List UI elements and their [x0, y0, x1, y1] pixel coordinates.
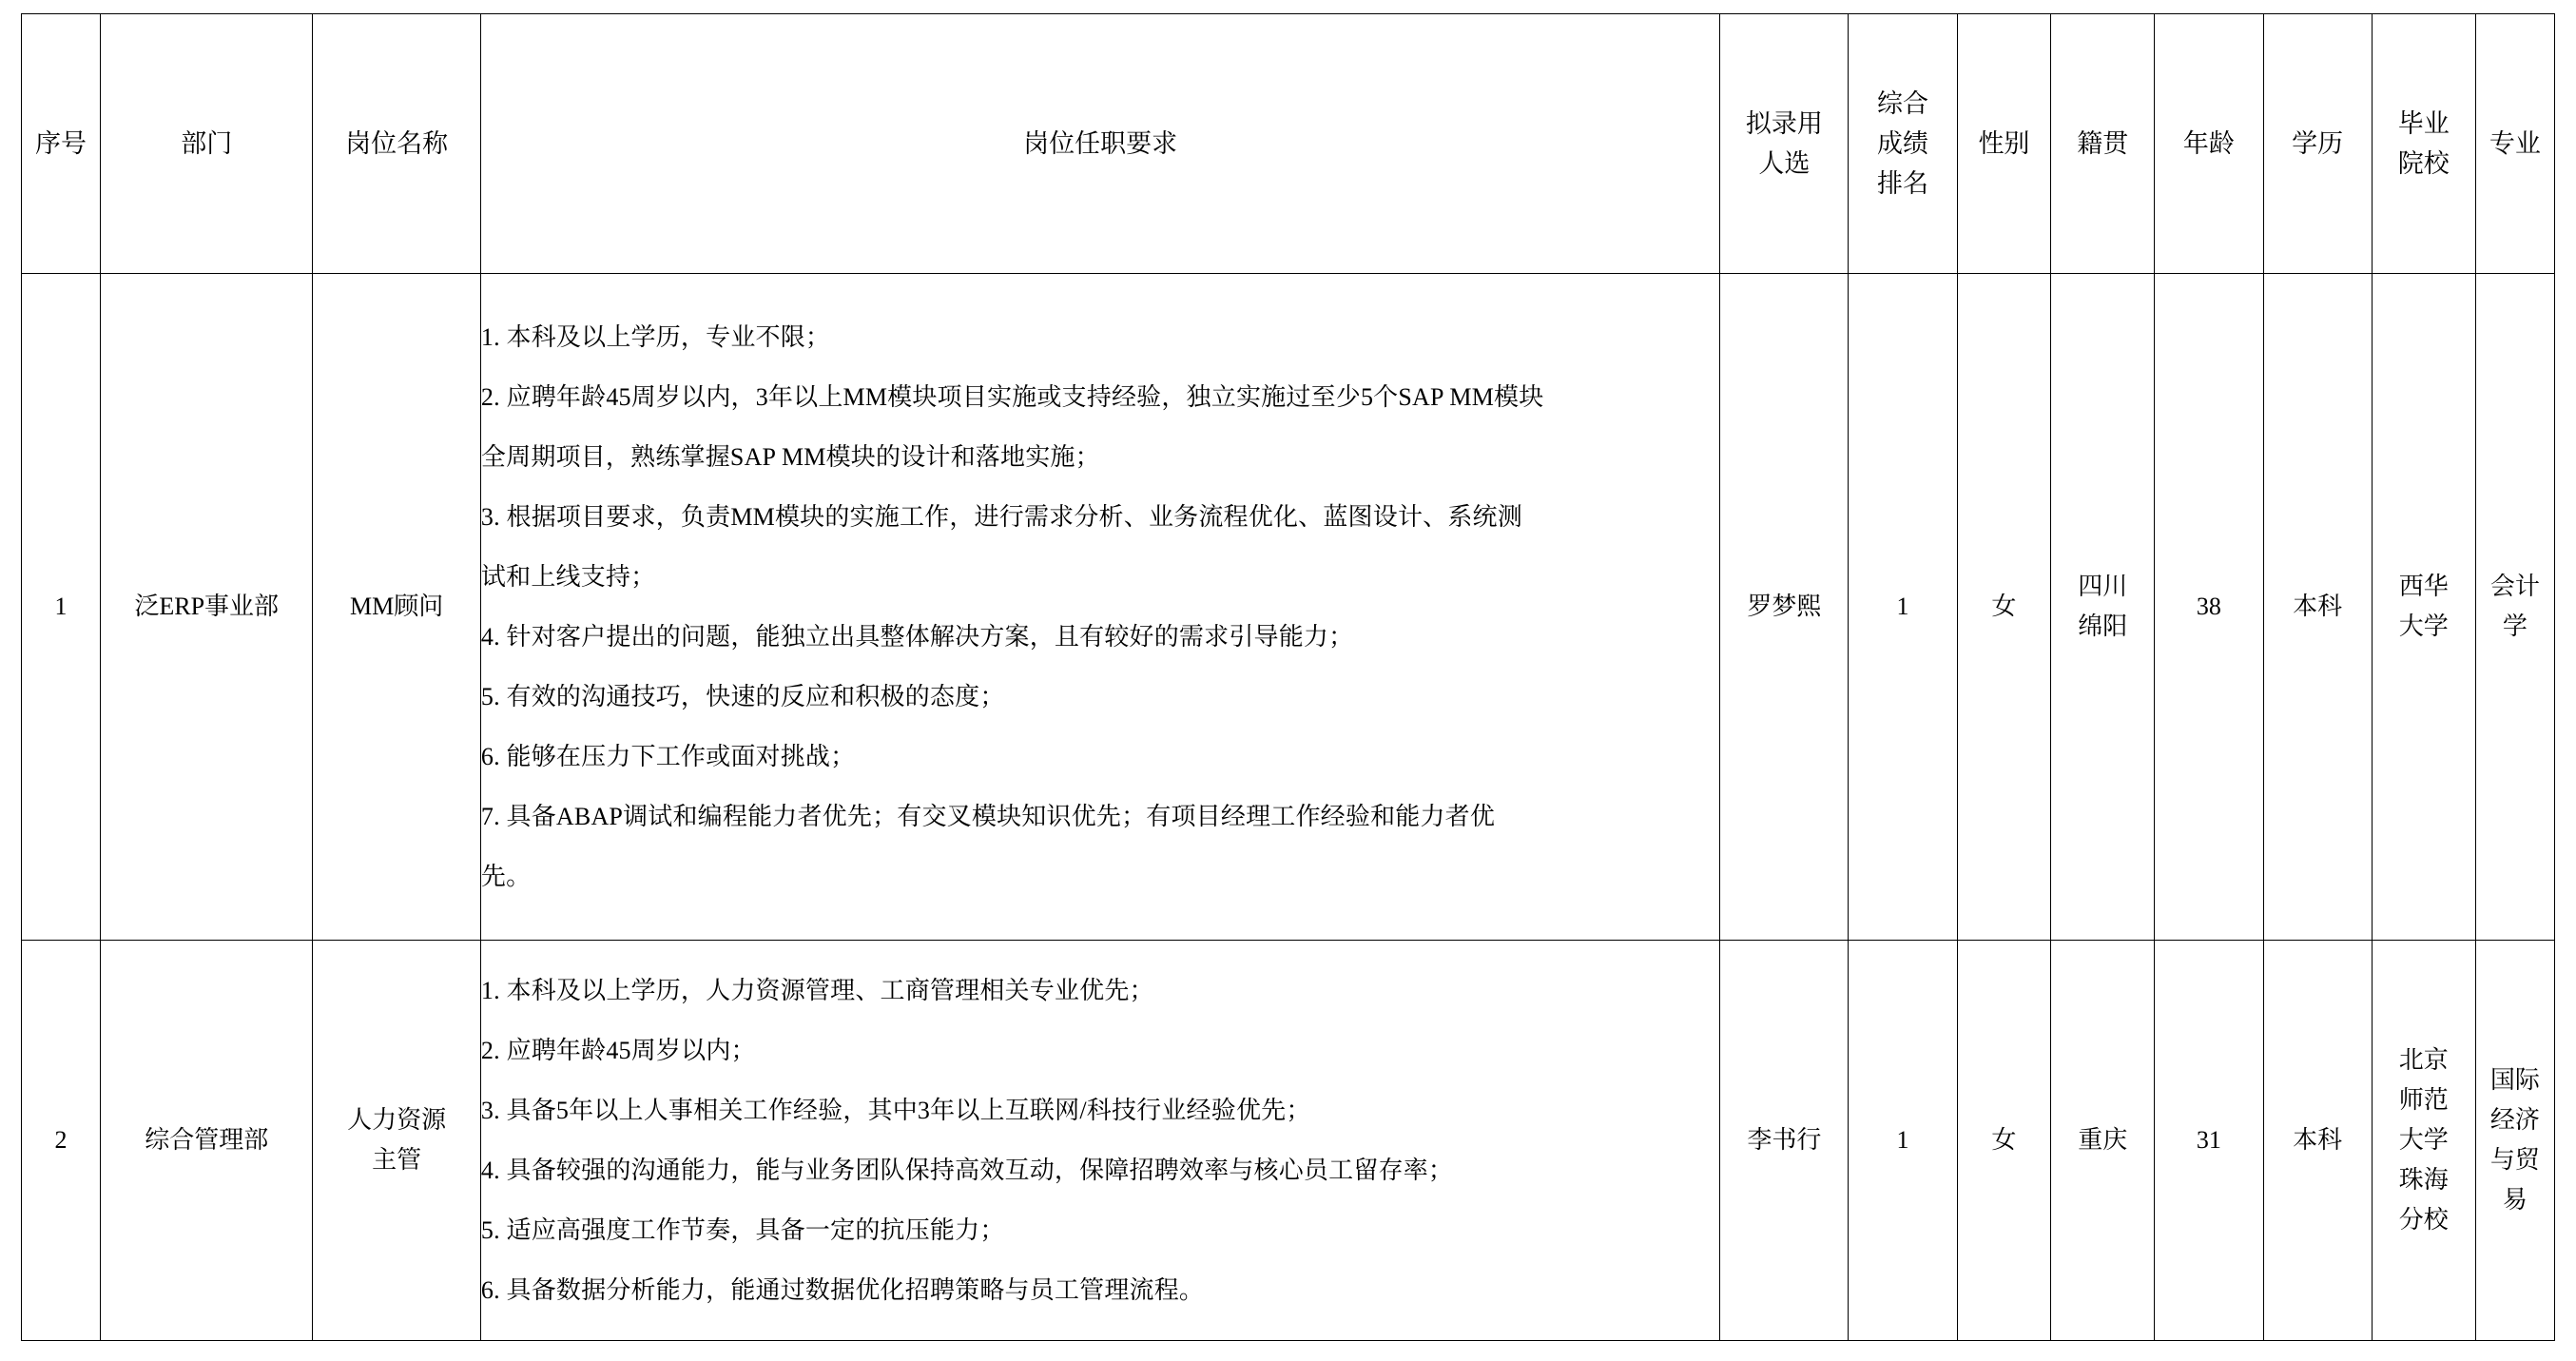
cell-requirements: 1. 本科及以上学历，专业不限； 2. 应聘年龄45周岁以内，3年以上MM模块项目实施或支持经验，独立实施过至少5个SAP MM模块 全周期项目，熟练掌握SAP MM模块的设计和落地实施； 3. 根据项目要求，负责MM模块的实施工作，进行需求分析、业务流程优化、蓝图设计、系统测 试和上线支持； 4. 针对客户提出的问题，能独立出具整体解决方案，且有较好的需求引导能力； 5. 有效的沟通技巧，快速的反应和积极的态度； 6. 能够在压力下工作或面对挑战； 7. 具备ABAP调试和编程能力者优先；有交叉模块知识优先；有项目经理工作经验和能力者优 先。 [480, 274, 1719, 941]
cell-gender: 女 [1957, 274, 2051, 941]
cell-post-name: MM顾问 [313, 274, 481, 941]
cell-education: 本科 [2263, 274, 2372, 941]
table-row [22, 941, 2555, 1341]
column-header-school: 毕业 院校 [2372, 14, 2475, 274]
cell-requirements: 1. 本科及以上学历，人力资源管理、工商管理相关专业优先； 2. 应聘年龄45周岁以内； 3. 具备5年以上人事相关工作经验，其中3年以上互联网/科技行业经验优先； 4. 具备较强的沟通能力，能与业务团队保持高效互动，保障招聘效率与核心员工留存率； 5. 适应高强度工作节奏，具备一定的抗压能力； 6. 具备数据分析能力，能通过数据优化招聘策略与员工管理流程。 [480, 941, 1719, 1341]
cell-gender: 女 [1957, 941, 2051, 1341]
recruitment-table [21, 13, 2555, 1341]
column-header-major: 专业 [2475, 14, 2554, 274]
column-header-gender: 性别 [1957, 14, 2051, 274]
column-header-post-name: 岗位名称 [313, 14, 481, 274]
cell-age: 38 [2155, 274, 2263, 941]
cell-index: 1 [22, 274, 101, 941]
cell-index: 2 [22, 941, 101, 1341]
cell-education: 本科 [2263, 941, 2372, 1341]
column-header-native-place: 籍贯 [2051, 14, 2155, 274]
column-header-education: 学历 [2263, 14, 2372, 274]
cell-candidate: 李书行 [1720, 941, 1849, 1341]
cell-native-place: 四川 绵阳 [2051, 274, 2155, 941]
cell-rank: 1 [1849, 941, 1957, 1341]
cell-candidate: 罗梦熙 [1720, 274, 1849, 941]
table-head [22, 14, 2555, 274]
cell-post-name: 人力资源 主管 [313, 941, 481, 1341]
column-header-requirements: 岗位任职要求 [480, 14, 1719, 274]
cell-native-place: 重庆 [2051, 941, 2155, 1341]
table-header-row [22, 14, 2555, 274]
cell-age: 31 [2155, 941, 2263, 1341]
cell-rank: 1 [1849, 274, 1957, 941]
cell-school: 西华 大学 [2372, 274, 2475, 941]
cell-school: 北京 师范 大学 珠海 分校 [2372, 941, 2475, 1341]
column-header-index: 序号 [22, 14, 101, 274]
column-header-department: 部门 [101, 14, 313, 274]
cell-department: 综合管理部 [101, 941, 313, 1341]
table-row [22, 274, 2555, 941]
column-header-age: 年龄 [2155, 14, 2263, 274]
cell-major: 国际 经济 与贸 易 [2475, 941, 2554, 1341]
column-header-candidate: 拟录用 人选 [1720, 14, 1849, 274]
table-body [22, 274, 2555, 1341]
column-header-rank: 综合 成绩 排名 [1849, 14, 1957, 274]
cell-major: 会计 学 [2475, 274, 2554, 941]
cell-department: 泛ERP事业部 [101, 274, 313, 941]
